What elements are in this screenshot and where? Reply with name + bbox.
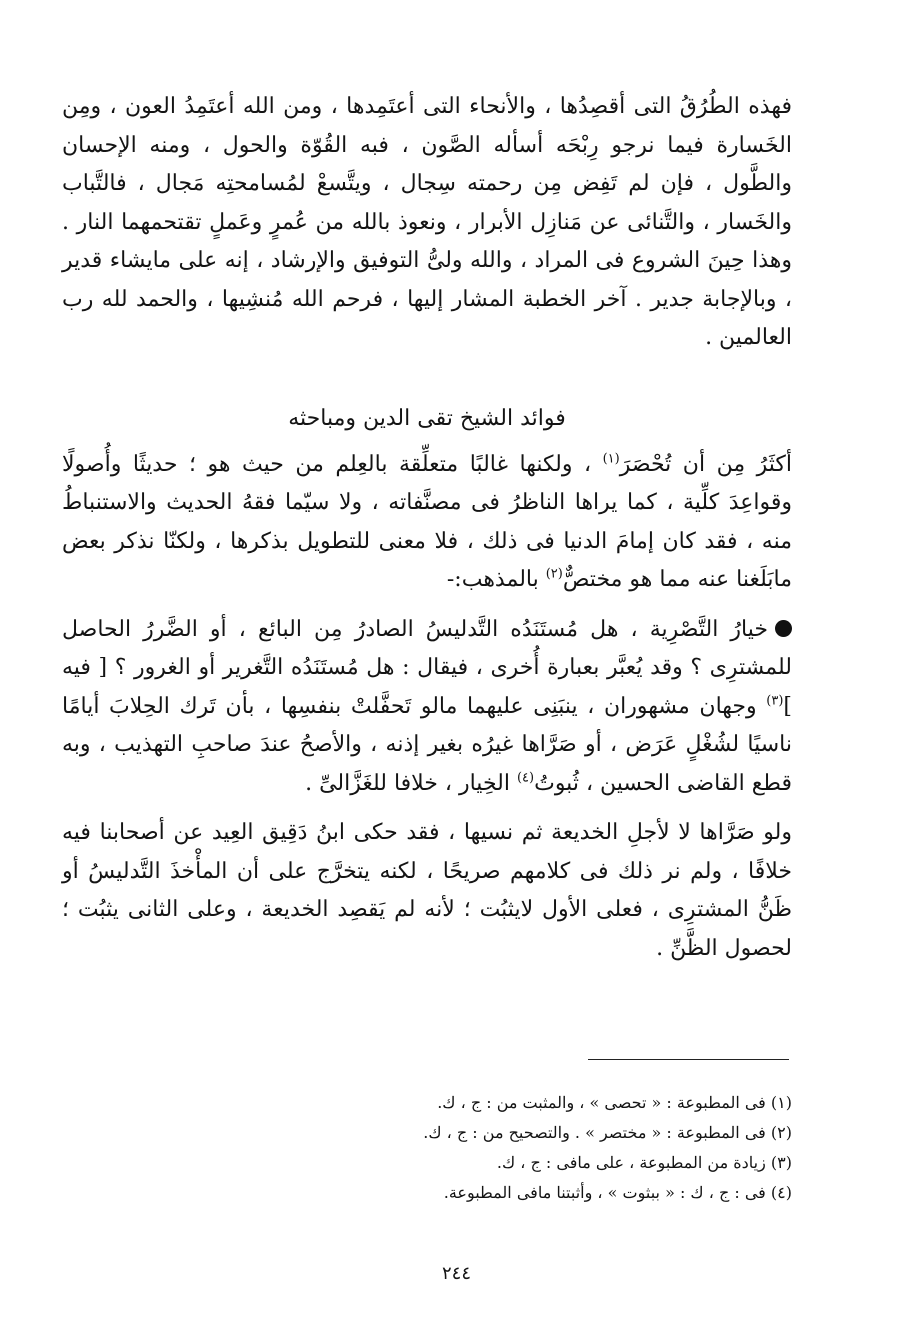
- page-number: ٢٤٤: [441, 1263, 471, 1284]
- footnote-ref-4[interactable]: (٤): [516, 770, 535, 786]
- paragraph-2-text-a: خيارُ التَّصْرِية ، هل مُستَنَدُه التَّدليسُ الصادرُ مِن البائع ، أو الضَّررُ الحاصل للمشترِى ؟ وقد يُعبَّر بعبارة أُخرى ، فيقال : هل مُستَنَدُه التَّغرير أو الغرور ؟ [ فيه ]: [62, 616, 792, 719]
- footnote-1: (١) فى المطبوعة : « تحصى » ، والمثبت من : ج ، ك.: [437, 1093, 792, 1112]
- paragraph-1-text-b: ، ولكنها غالبًا متعلِّقة بالعِلم من حيث هو ؛ حديثًا وأُصولًا وقواعِدَ كلِّية ، كما يراها الناظرُ فى مصنَّفاته ، ولا سيّما فقهُ الحديث والاستنباطُ منه ، فقد كان إمامَ الدنيا فى ذلك ، فلا معنى للتطويل بذكرها ، ولكنّا نذكر بعض مابَلَغنا عنه مما هو مختصٌّ: [62, 451, 792, 592]
- footnote-ref-2[interactable]: (٢): [545, 566, 563, 582]
- intro-paragraph: فهذه الطُرُقُ التى أقصِدُها ، والأنحاء التى أعتَمِدها ، ومن الله أعتَمِدُ العون ، ومِن الخَسارة فيما نرجو رِبْحَه أسأله الصَّون ، فبه القُوّة والحول ، ومنه الإحسان والطَّول ، فإن لم تَفِض مِن رحمته سِجال ، ويتَّسعْ لمُسامحتِه مَجال ، فالتَّباب والخَسار ، والتَّنائى عن مَنازِل الأبرار ، ونعوذ بالله من عُمرٍ وعَملٍ تقتحمهما النار . وهذا حِينَ الشروع فى المراد ، والله ولىُّ التوفيق والإرشاد ، إنه على مايشاء قدير ، وبالإجابة جدير . آخر الخطبة المشار إليها ، فرحم الله مُنشِيها ، والحمد لله رب العالمين .: [62, 94, 792, 350]
- section-paragraph-3: ولو صَرَّاها لا لأجلِ الخديعة ثم نسيها ، فقد حكى ابنُ دَقِيق العِيد عن أصحابنا فيه خلافًا ، ولم نر ذلك فى كلامهم صريحًا ، لكنه يتخرَّج على أن المأْخذَ التَّدليسُ أو ظَنُّ المشترِى ، فعلى الأول لايثبُت ؛ لأنه لم يَقصِد الخديعة ، وعلى الثانى يثبُت ؛ لحصول الظَّنِّ .: [62, 820, 792, 961]
- section-paragraph-1: [62, 446, 792, 600]
- footnote-2: (٢) فى المطبوعة : « مختصر » . والتصحيح من : ج ، ك.: [423, 1123, 792, 1142]
- paragraph-2-text-b: وجهان مشهوران ، ينبَنِى عليهما مالو تَحفَّلتْ بنفسِها ، بأن تَرك الحِلابَ أيامًا ناسيًا لشُغْلٍ عَرَض ، أو صَرَّاها غيرُه بغير إذنه ، والأصحُ عندَ صاحبِ التهذيب ، وبه قطع القاضى الحسين ، ثُبوتُ: [62, 693, 792, 796]
- page-body: [62, 88, 792, 968]
- paragraph-2-text-c: الخِيار ، خلافا للغَزَّالىِّ .: [305, 770, 517, 796]
- footnotes: [62, 1088, 792, 1208]
- footnote-ref-3[interactable]: (٣): [766, 693, 784, 709]
- section-paragraph-2: [62, 611, 792, 804]
- footnote-ref-1[interactable]: (١): [602, 451, 620, 467]
- section-heading: فوائد الشيخ تقى الدين ومباحثه: [288, 405, 566, 431]
- footnote-divider: [588, 1059, 789, 1060]
- footnote-4: (٤) فى : ج ، ك : « ببثوت » ، وأثبتنا مافى المطبوعة.: [443, 1183, 792, 1202]
- footnote-3: (٣) زيادة من المطبوعة ، على مافى : ج ، ك.: [496, 1153, 792, 1172]
- bullet-icon: [775, 620, 792, 637]
- paragraph-1-text-a: أكثَرُ مِن أن تُحْصَرَ: [619, 451, 792, 477]
- paragraph-1-text-c: بالمذهب:-: [446, 567, 546, 592]
